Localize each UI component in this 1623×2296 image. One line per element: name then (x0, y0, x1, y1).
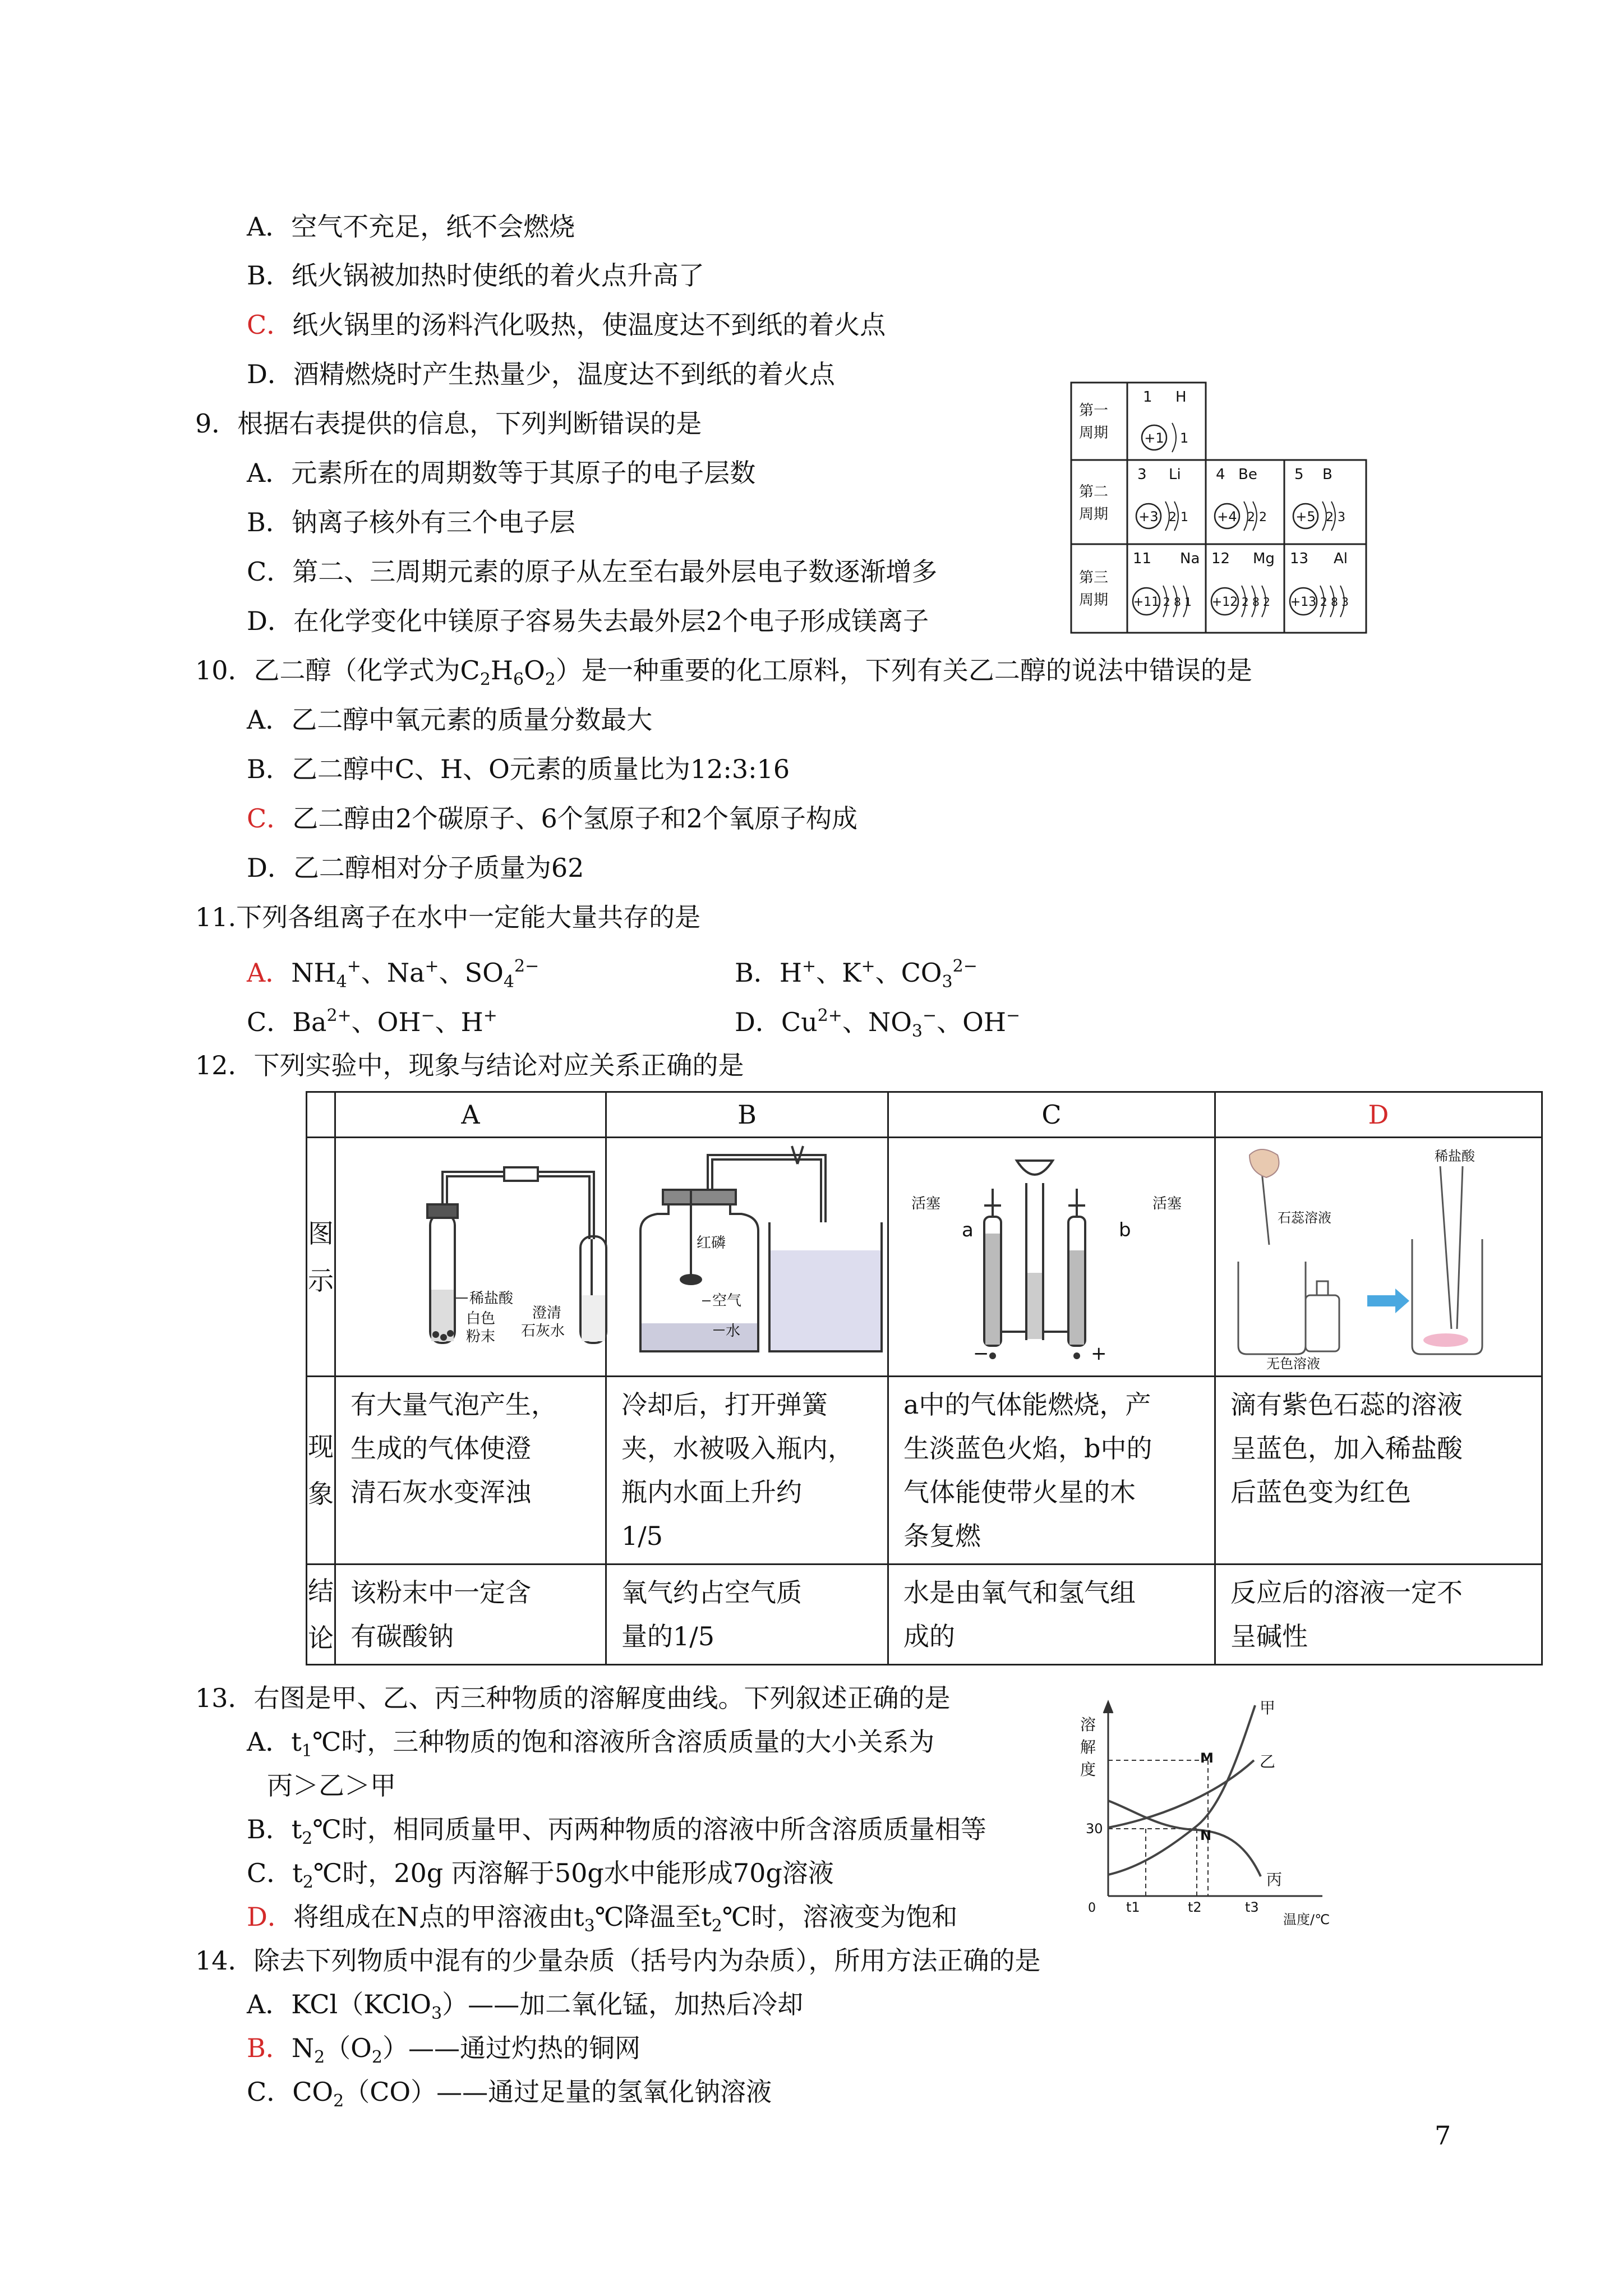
column-header-d: D (1215, 1092, 1542, 1138)
element-symbol: Li (1169, 466, 1181, 483)
row-label-phenomenon: 现象 (307, 1377, 335, 1565)
period-2-label-b: 周期 (1079, 506, 1109, 523)
conclusion-b: 氧气约占空气质 量的1/5 (606, 1565, 888, 1665)
y-label-char-2: 解 (1080, 1738, 1096, 1756)
row-label-conclusion: 结论 (307, 1565, 335, 1665)
x-axis-label: 温度/℃ (1283, 1912, 1330, 1927)
nucleus-charge: +12 (1211, 595, 1238, 609)
chart-axes (1104, 1702, 1322, 1896)
series-line-jia (1108, 1705, 1255, 1875)
label-cathode: − (973, 1342, 989, 1365)
q9-option-d: D．在化学变化中镁原子容易失去最外层2个电子形成镁离子 (247, 606, 929, 636)
electron-shells: 2 1 (1169, 510, 1188, 524)
point-m-label: M (1200, 1750, 1214, 1766)
label-red-phosphorus: 红磷 (697, 1235, 726, 1251)
series-label-yi: 乙 (1260, 1752, 1276, 1771)
svg-text:1 (1143, 389, 1152, 406)
nucleus-charge: +3 (1138, 509, 1159, 524)
svg-text:H (1175, 389, 1187, 406)
periodic-table-figure (1070, 381, 1368, 635)
q12-stem: 12．下列实验中，现象与结论对应关系正确的是 (195, 1050, 744, 1080)
row-label-figure: 图示 (307, 1138, 335, 1377)
period-3-label-b: 周期 (1079, 592, 1109, 609)
nucleus-charge: +13 (1290, 595, 1317, 609)
phenomenon-c: a中的气体能燃烧，产 生淡蓝色火焰，b中的 气体能使带火星的木 条复燃 (888, 1377, 1215, 1565)
q14-option-b: B．$N_2(O_2)——$通过灼热的铜网 (247, 2033, 640, 2067)
label-tube-b: b (1119, 1219, 1131, 1241)
element-number: 11 (1133, 550, 1152, 567)
label-limewater: 石灰水 (521, 1323, 565, 1340)
q8-option-c: C．纸火锅里的汤料汽化吸热，使温度达不到纸的着火点 (247, 310, 886, 340)
phenomenon-b: 冷却后，打开弹簧 夹，水被吸入瓶内， 瓶内水面上升约 1/5 (606, 1377, 888, 1565)
page-number: 7 (1435, 2120, 1451, 2151)
element-symbol: Mg (1253, 550, 1275, 567)
phenomenon-d: 滴有紫色石蕊的溶液 呈蓝色，加入稀盐酸 后蓝色变为红色 (1215, 1377, 1542, 1565)
q11-stem: 11.下列各组离子在水中一定能大量共存的是 (195, 902, 701, 932)
element-symbol: B (1322, 466, 1332, 483)
column-header-c: C (888, 1092, 1215, 1138)
electron-shells: 2 3 (1326, 510, 1345, 524)
q13-option-a-line2: 丙＞乙＞甲 (267, 1770, 396, 1801)
label-powder: 粉末 (466, 1328, 496, 1345)
q8-option-b: B．纸火锅被加热时使纸的着火点升高了 (247, 260, 704, 291)
element-symbol: Be (1238, 466, 1257, 483)
conclusion-d: 反应后的溶液一定不 呈碱性 (1215, 1565, 1542, 1665)
q12-experiment-table (306, 1091, 1543, 1665)
electron-shells: 2 8 2 (1242, 595, 1270, 609)
series-line-bing (1108, 1801, 1261, 1876)
period-1-label-b: 周期 (1079, 425, 1109, 441)
q9-stem: 9．根据右表提供的信息，下列判断错误的是 (195, 408, 702, 439)
table-corner (307, 1092, 335, 1138)
series-label-jia: 甲 (1260, 1699, 1276, 1717)
label-dilute-hcl: 稀盐酸 (469, 1290, 514, 1307)
solubility-chart (1076, 1688, 1356, 1930)
q9-option-b: B．钠离子核外有三个电子层 (247, 507, 575, 537)
electron-shells: 2 2 (1247, 510, 1267, 524)
label-stopcock-right: 活塞 (1152, 1195, 1182, 1212)
figure-cell-a (335, 1138, 606, 1377)
x-tick-t2: t2 (1188, 1899, 1202, 1915)
x-tick-t1: t1 (1126, 1899, 1140, 1915)
phenomenon-a: 有大量气泡产生， 生成的气体使澄 清石灰水变浑浊 (335, 1377, 606, 1565)
apparatus-d (1216, 1138, 1541, 1372)
label-white-1: 白色 (466, 1310, 496, 1327)
element-number: 5 (1294, 466, 1304, 483)
q13-stem: 13．右图是甲、乙、丙三种物质的溶解度曲线。下列叙述正确的是 (195, 1683, 951, 1713)
q9-option-a: A．元素所在的周期数等于其原子的电子层数 (247, 458, 756, 488)
q10-option-d: D．乙二醇相对分子质量为62 (247, 853, 584, 883)
label-water: 水 (726, 1323, 741, 1340)
q13-option-a: A．$t_1℃$时，三种物质的饱和溶液所含溶质质量的大小关系为 (247, 1727, 935, 1761)
label-colorless: 无色溶液 (1266, 1356, 1320, 1372)
q10-option-a: A．乙二醇中氧元素的质量分数最大 (247, 705, 653, 735)
column-header-a: A (335, 1092, 606, 1138)
label-tube-a: a (962, 1219, 974, 1241)
q11-option-a: A．$NH_4^+$、Na+、$SO_4^{2-}$ (247, 956, 540, 992)
q13-option-c: C．$t_2℃$时，20g 丙溶解于50g水中能形成70g溶液 (247, 1858, 834, 1892)
point-n-label: N (1200, 1828, 1212, 1843)
y-label-char-3: 度 (1080, 1760, 1096, 1779)
q11-option-b: B．H+、K+、$CO_3^{2-}$ (735, 956, 978, 992)
y-label-char-1: 溶 (1080, 1715, 1096, 1734)
q11-option-d: D．$Cu^{2+}$、$NO_3^-$、OH− (735, 1006, 1021, 1041)
column-header-b: B (606, 1092, 888, 1138)
element-symbol: H (1175, 389, 1187, 406)
q10-option-c: C．乙二醇由2个碳原子、6个氢原子和2个氧原子构成 (247, 803, 858, 834)
q14-stem: 14．除去下列物质中混有的少量杂质（括号内为杂质），所用方法正确的是 (195, 1945, 1041, 1976)
element-number: 12 (1211, 550, 1230, 567)
q9-option-c: C．第二、三周期元素的原子从左至右最外层电子数逐渐增多 (247, 556, 938, 587)
q8-option-a: A．空气不充足，纸不会燃烧 (247, 211, 575, 242)
label-air: 空气 (712, 1292, 742, 1309)
x-tick-t3: t3 (1245, 1899, 1259, 1915)
label-stopcock-left: 活塞 (911, 1195, 941, 1212)
apparatus-b (607, 1138, 887, 1363)
nucleus-charge: +11 (1133, 595, 1160, 609)
nucleus-charge: +1 (1144, 430, 1164, 446)
electron-shells: 2 8 3 (1320, 595, 1349, 609)
y-tick-30: 30 (1086, 1821, 1103, 1837)
nucleus-charge: +5 (1295, 509, 1316, 524)
period-1-label-a: 第一 (1079, 402, 1109, 419)
apparatus-c (889, 1138, 1214, 1363)
label-litmus: 石蕊溶液 (1278, 1210, 1331, 1226)
element-symbol: Na (1180, 550, 1200, 567)
origin-label: 0 (1088, 1901, 1096, 1915)
electron-shells: 1 (1180, 430, 1189, 446)
element-number: 4 (1216, 466, 1225, 483)
figure-cell-b (606, 1138, 888, 1377)
element-number: 13 (1290, 550, 1309, 567)
conclusion-c: 水是由氧气和氢气组 成的 (888, 1565, 1215, 1665)
q13-option-d: D．将组成在N点的甲溶液由$t_3℃$降温至$t_2℃$时，溶液变为饱和 (247, 1902, 958, 1936)
q14-option-c: C．$CO_2(CO)——$通过足量的氢氧化钠溶液 (247, 2077, 772, 2111)
q8-option-d: D．酒精燃烧时产生热量少，温度达不到纸的着火点 (247, 359, 835, 389)
nucleus-charge: +4 (1217, 509, 1237, 524)
apparatus-a (336, 1138, 605, 1363)
series-label-bing: 丙 (1266, 1870, 1283, 1889)
q10-stem: 10．乙二醇（化学式为$C_2H_6O_2$）是一种重要的化工原料，下列有关乙二醇的说法中错误的是 (195, 655, 1252, 689)
q13-option-b: B．$t_2℃$时，相同质量甲、丙两种物质的溶液中所含溶质质量相等 (247, 1814, 986, 1848)
period-2-label-a: 第二 (1079, 484, 1109, 500)
q11-option-c: C．$Ba^{2+}$、OH−、H+ (247, 1006, 497, 1037)
element-number: 1 (1143, 389, 1152, 406)
label-anode: + (1091, 1342, 1107, 1365)
element-symbol: Al (1334, 550, 1348, 567)
q14-option-a: A．KCl（KClO$_3$）——加二氧化锰，加热后冷却 (247, 1989, 804, 2023)
q10-option-b: B．乙二醇中C、H、O元素的质量比为12:3:16 (247, 754, 790, 784)
element-number: 3 (1137, 466, 1147, 483)
figure-cell-c (888, 1138, 1215, 1377)
electron-shells: 2 8 1 (1163, 595, 1192, 609)
label-dilute-hcl-d: 稀盐酸 (1435, 1148, 1475, 1164)
ethylene-glycol-formula: $C_2H_6O_2$ (460, 655, 556, 689)
period-3-label-a: 第三 (1079, 569, 1109, 586)
figure-cell-d (1215, 1138, 1542, 1377)
conclusion-a: 该粉末中一定含 有碳酸钠 (335, 1565, 606, 1665)
label-clear: 澄清 (532, 1305, 562, 1322)
